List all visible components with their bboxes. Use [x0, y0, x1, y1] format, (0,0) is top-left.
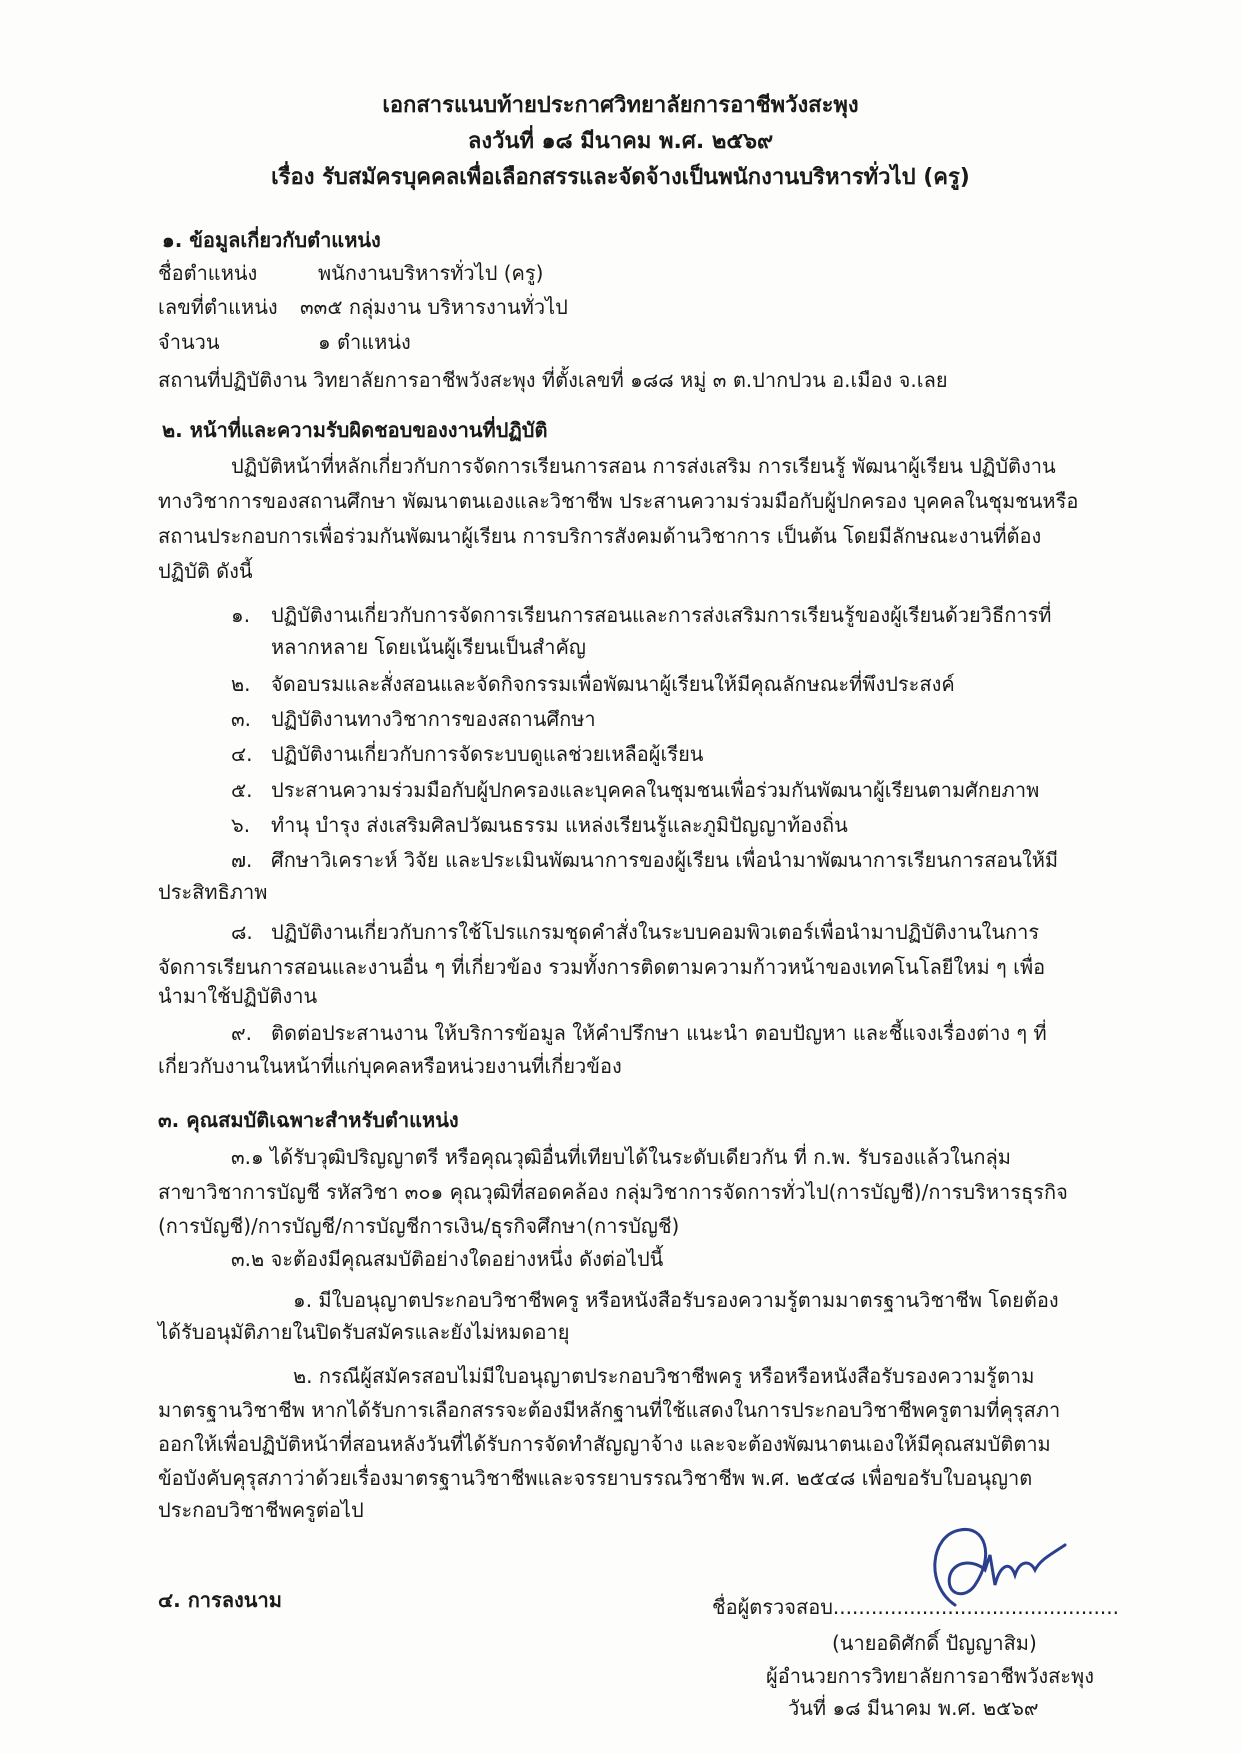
position-name: พนักงานบริหารทั่วไป (ครู)	[318, 261, 544, 285]
list-item: ประสิทธิภาพ	[158, 880, 268, 904]
qual-line: ออกให้เพื่อปฏิบัติหน้าที่สอนหลังวันที่ได้รับการจัดทำสัญญาจ้าง และจะต้องพัฒนาตนเองให้มีคุณสมบัติตาม	[158, 1432, 1051, 1456]
list-item: นำมาใช้ปฏิบัติงาน	[158, 984, 318, 1008]
list-item: ทำนุ บำรุง ส่งเสริมศิลปวัฒนธรรม แหล่งเรียนรู้และภูมิปัญญาท้องถิ่น	[271, 813, 848, 837]
doc-date: ลงวันที่ ๑๘ มีนาคม พ.ศ. ๒๕๖๙	[467, 129, 774, 154]
checker-label: ชื่อผู้ตรวจสอบ.............................................	[712, 1595, 1119, 1619]
list-num: ๘.	[231, 920, 253, 944]
list-item: หลากหลาย โดยเน้นผู้เรียนเป็นสำคัญ	[271, 635, 586, 659]
list-item: ปฏิบัติงานทางวิชาการของสถานศึกษา	[271, 707, 596, 731]
qual-line: ได้รับอนุมัติภายในปิดรับสมัครและยังไม่หมดอายุ	[158, 1320, 570, 1344]
count-label: จำนวน	[158, 330, 220, 354]
sign-date: วันที่ ๑๘ มีนาคม พ.ศ. ๒๕๖๙	[788, 1696, 1039, 1720]
section2-heading: ๒. หน้าที่และความรับผิดชอบของงานที่ปฏิบัติ	[162, 418, 548, 442]
section3-heading: ๓. คุณสมบัติเฉพาะสำหรับตำแหน่ง	[158, 1108, 459, 1132]
list-num: ๗.	[231, 848, 253, 872]
doc-subject: เรื่อง รับสมัครบุคคลเพื่อเลือกสรรและจัดจ้างเป็นพนักงานบริหารทั่วไป (ครู)	[271, 165, 970, 190]
list-num: ๙.	[231, 1021, 253, 1045]
list-item: จัดการเรียนการสอนและงานอื่น ๆ ที่เกี่ยวข้อง รวมทั้งการติดตามความก้าวหน้าของเทคโนโลยีใหม่ ๆ เพื่อ	[158, 955, 1046, 979]
list-item: ปฏิบัติงานเกี่ยวกับการใช้โปรแกรมชุดคำสั่งในระบบคอมพิวเตอร์เพื่อนำมาปฏิบัติงานในการ	[271, 920, 1040, 944]
para-line: ทางวิชาการของสถานศึกษา พัฒนาตนเองและวิชาชีพ ประสานความร่วมมือกับผู้ปกครอง บุคคลในชุมชนหรือ	[158, 489, 1079, 513]
list-num: ๓.	[231, 707, 252, 731]
position-name-label: ชื่อตำแหน่ง	[158, 261, 258, 285]
list-item: ประสานความร่วมมือกับผู้ปกครองและบุคคลในชุมชนเพื่อร่วมกันพัฒนาผู้เรียนตามศักยภาพ	[271, 778, 1040, 802]
list-item: ติดต่อประสานงาน ให้บริการข้อมูล ให้คำปรึกษา แนะนำ ตอบปัญหา และชี้แจงเรื่องต่าง ๆ ที่	[271, 1021, 1047, 1045]
para-line: สถานประกอบการเพื่อร่วมกันพัฒนาผู้เรียน การบริการสังคมด้านวิชาการ เป็นต้น โดยมีลักษณะงานที่ต้อง	[158, 524, 1042, 548]
list-num: ๕.	[231, 778, 253, 802]
list-item: ปฏิบัติงานเกี่ยวกับการจัดการเรียนการสอนและการส่งเสริมการเรียนรู้ของผู้เรียนด้วยวิธีการที่	[271, 603, 1052, 627]
position-no: ๓๓๕ กลุ่มงาน บริหารงานทั่วไป	[300, 295, 568, 319]
qual-line: มาตรฐานวิชาชีพ หากได้รับการเลือกสรรจะต้องมีหลักฐานที่ใช้แสดงในการประกอบวิชาชีพครูตามที่คุรุสภา	[158, 1398, 1061, 1422]
list-item: ศึกษาวิเคราะห์ วิจัย และประเมินพัฒนาการของผู้เรียน เพื่อนำมาพัฒนาการเรียนการสอนให้มี	[271, 848, 1059, 872]
list-num: ๖.	[231, 813, 251, 837]
qual-line: ๑. มีใบอนุญาตประกอบวิชาชีพครู หรือหนังสือรับรองความรู้ตามมาตรฐานวิชาชีพ โดยต้อง	[293, 1288, 1059, 1312]
qual-line: สาขาวิชาการบัญชี รหัสวิชา ๓๐๑ คุณวุฒิที่สอดคล้อง กลุ่มวิชาการจัดการทั่วไป(การบัญชี)/การบริหารธุรกิจ	[158, 1180, 1068, 1204]
signer-title: ผู้อำนวยการวิทยาลัยการอาชีพวังสะพุง	[766, 1664, 1094, 1688]
doc-title: เอกสารแนบท้ายประกาศวิทยาลัยการอาชีพวังสะพุง	[382, 93, 859, 118]
list-num: ๔.	[231, 742, 253, 766]
position-no-label: เลขที่ตำแหน่ง	[158, 295, 278, 319]
qual-line: ข้อบังคับคุรุสภาว่าด้วยเรื่องมาตรฐานวิชาชีพและจรรยาบรรณวิชาชีพ พ.ศ. ๒๕๔๘ เพื่อขอรับใบอนุญาต	[158, 1466, 1033, 1490]
list-num: ๒.	[231, 672, 251, 696]
para-line: ปฏิบัติหน้าที่หลักเกี่ยวกับการจัดการเรียนการสอน การส่งเสริม การเรียนรู้ พัฒนาผู้เรียน ปฏิบัติงาน	[231, 454, 1056, 478]
qual-line: (การบัญชี)/การบัญชี/การบัญชีการเงิน/ธุรกิจศึกษา(การบัญชี)	[158, 1214, 680, 1238]
section4-heading: ๔. การลงนาม	[158, 1588, 282, 1612]
qual-line: ๒. กรณีผู้สมัครสอบไม่มีใบอนุญาตประกอบวิชาชีพครู หรือหรือหนังสือรับรองความรู้ตาม	[293, 1364, 1035, 1388]
count: ๑ ตำแหน่ง	[318, 330, 411, 354]
qual-line: ประกอบวิชาชีพครูต่อไป	[158, 1498, 364, 1522]
qual-line: ๓.๒ จะต้องมีคุณสมบัติอย่างใดอย่างหนึ่ง ดังต่อไปนี้	[231, 1247, 664, 1271]
workplace: สถานที่ปฏิบัติงาน วิทยาลัยการอาชีพวังสะพุง ที่ตั้งเลขที่ ๑๘๘ หมู่ ๓ ต.ปากปวน อ.เมือง จ.เลย	[158, 368, 948, 392]
qual-line: ๓.๑ ได้รับวุฒิปริญญาตรี หรือคุณวุฒิอื่นที่เทียบได้ในระดับเดียวกัน ที่ ก.พ. รับรองแล้วในกลุ่ม	[231, 1145, 1011, 1169]
list-item: จัดอบรมและสั่งสอนและจัดกิจกรรมเพื่อพัฒนาผู้เรียนให้มีคุณลักษณะที่พึงประสงค์	[271, 672, 955, 696]
list-item: ปฏิบัติงานเกี่ยวกับการจัดระบบดูแลช่วยเหลือผู้เรียน	[271, 742, 704, 766]
para-line: ปฏิบัติ ดังนี้	[158, 559, 253, 583]
signer-name: (นายอดิศักดิ์ ปัญญาสิม)	[832, 1631, 1037, 1655]
section1-heading: ๑. ข้อมูลเกี่ยวกับตำแหน่ง	[162, 228, 381, 252]
list-item: เกี่ยวกับงานในหน้าที่แก่บุคคลหรือหน่วยงานที่เกี่ยวข้อง	[158, 1054, 622, 1078]
list-num: ๑.	[231, 603, 251, 627]
